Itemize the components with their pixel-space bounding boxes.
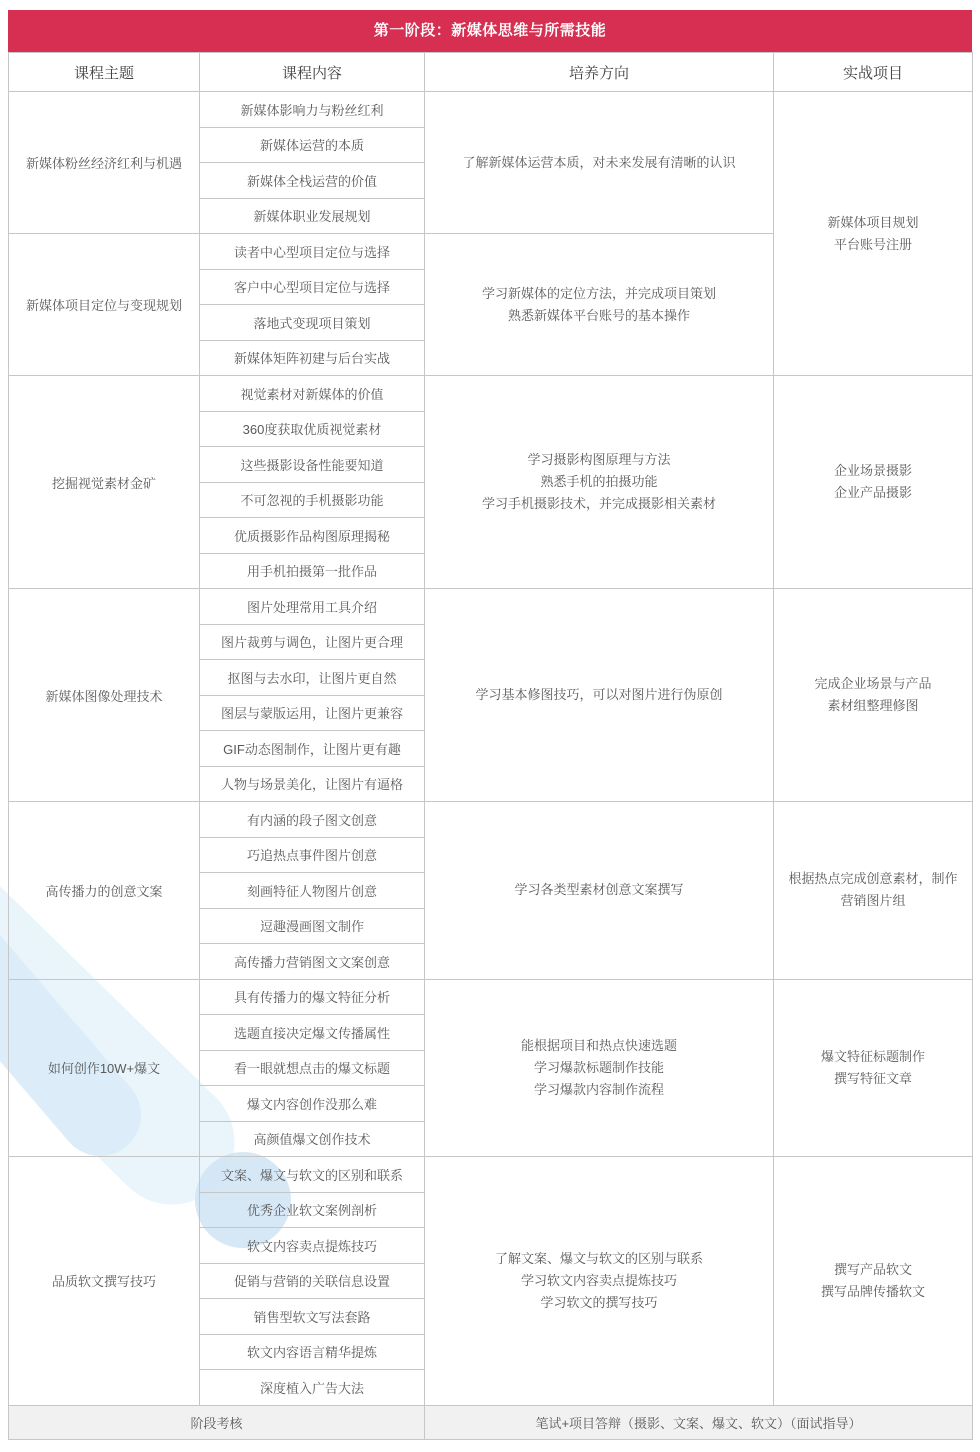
content-cell bbox=[200, 1157, 425, 1193]
content-cell bbox=[200, 163, 425, 199]
text-line: 新媒体项目定位与变现规划 bbox=[25, 298, 182, 313]
content-cell bbox=[200, 837, 425, 873]
content-cell bbox=[200, 1015, 425, 1051]
content-cell bbox=[200, 198, 425, 234]
text-line: 软文内容语言精华提炼 bbox=[246, 1345, 377, 1361]
project-cell bbox=[774, 589, 973, 802]
text-line: 高颜值爆文创作技术 bbox=[253, 1132, 371, 1148]
content-cell bbox=[200, 1086, 425, 1122]
text-line: 新媒体影响力与粉丝红利 bbox=[240, 102, 384, 118]
content-cell bbox=[200, 731, 425, 767]
direction-cell bbox=[425, 92, 774, 234]
text-line: 深度植入广告大法 bbox=[259, 1380, 364, 1396]
text-line: 学习基本修图技巧，可以对图片进行伪原创 bbox=[475, 687, 723, 702]
text-line: 读者中心型项目定位与选择 bbox=[233, 244, 390, 260]
text-line: 优秀企业软文案例剖析 bbox=[246, 1203, 377, 1219]
text-line: 挖掘视觉素材金矿 bbox=[51, 475, 156, 491]
text-line: 文案、爆文与软文的区别和联系 bbox=[220, 1167, 403, 1183]
text-line: 高传播力营销图文文案创意 bbox=[233, 954, 390, 970]
text-line: 学习摄影构图原理与方法 bbox=[527, 452, 671, 467]
text-line: 学习软文的撰写技巧 bbox=[540, 1294, 658, 1310]
content-cell bbox=[200, 1192, 425, 1228]
text-line: 促销与营销的关联信息设置 bbox=[233, 1274, 390, 1290]
project-cell bbox=[774, 979, 973, 1157]
content-cell bbox=[200, 305, 425, 341]
content-cell bbox=[200, 411, 425, 447]
column-header-project: 实战项目 bbox=[774, 53, 973, 92]
text-line: 选题直接决定爆文传播属性 bbox=[233, 1025, 390, 1041]
column-header-direction: 培养方向 bbox=[425, 53, 774, 92]
stage-title-bar bbox=[8, 10, 972, 52]
content-cell bbox=[200, 92, 425, 128]
text-line: 企业产品摄影 bbox=[833, 485, 912, 500]
text-line: 熟悉手机的拍摄功能 bbox=[540, 474, 658, 489]
project-cell bbox=[774, 92, 973, 376]
text-line: 熟悉新媒体平台账号的基本操作 bbox=[507, 307, 690, 323]
topic-cell bbox=[9, 376, 200, 589]
text-line: 刻画特征人物图片创意 bbox=[246, 883, 377, 899]
project-cell bbox=[774, 376, 973, 589]
text-line: 新媒体项目规划 bbox=[827, 214, 919, 230]
text-line: 学习新媒体的定位方法，并完成项目策划 bbox=[481, 285, 716, 301]
direction-cell bbox=[425, 979, 774, 1157]
text-line: 新媒体矩阵初建与后台实战 bbox=[233, 351, 390, 367]
content-cell bbox=[200, 802, 425, 838]
content-cell bbox=[200, 766, 425, 802]
content-cell bbox=[200, 482, 425, 518]
content-cell bbox=[200, 908, 425, 944]
text-line: 销售型软文写法套路 bbox=[253, 1309, 371, 1325]
content-cell bbox=[200, 1263, 425, 1299]
text-line: 根据热点完成创意素材，制作 bbox=[788, 871, 958, 887]
content-cell bbox=[200, 1299, 425, 1335]
content-cell bbox=[200, 873, 425, 909]
topic-cell bbox=[9, 234, 200, 376]
text-line: 新媒体粉丝经济红利与机遇 bbox=[25, 156, 182, 171]
text-line: 具有传播力的爆文特征分析 bbox=[233, 990, 390, 1006]
text-line: 能根据项目和热点快速选题 bbox=[520, 1037, 677, 1053]
table-row bbox=[9, 376, 973, 412]
text-line: 学习手机摄影技术，并完成摄影相关素材 bbox=[481, 496, 716, 511]
text-line: 巧追热点事件图片创意 bbox=[246, 848, 377, 864]
text-line: 学习爆款内容制作流程 bbox=[533, 1081, 664, 1097]
text-line: 撰写品牌传播软文 bbox=[820, 1283, 925, 1299]
text-line: 爆文特征标题制作 bbox=[820, 1048, 925, 1064]
topic-cell bbox=[9, 979, 200, 1157]
project-cell bbox=[774, 1157, 973, 1406]
text-line: 用手机拍摄第一批作品 bbox=[246, 564, 377, 580]
text-line: 客户中心型项目定位与选择 bbox=[233, 280, 390, 296]
table-row bbox=[9, 92, 973, 128]
topic-cell bbox=[9, 802, 200, 980]
content-cell bbox=[200, 1370, 425, 1406]
text-line: 企业场景摄影 bbox=[833, 463, 912, 478]
text-line: 新媒体运营的本质 bbox=[259, 138, 364, 154]
text-line: 高传播力的创意文案 bbox=[45, 883, 163, 899]
direction-cell bbox=[425, 376, 774, 589]
text-line: 素材组整理修图 bbox=[827, 698, 919, 713]
curriculum-sheet bbox=[8, 10, 972, 1440]
content-cell bbox=[200, 447, 425, 483]
text-line: 人物与场景美化，让图片有逼格 bbox=[220, 777, 403, 793]
content-cell bbox=[200, 1334, 425, 1370]
text-line: 爆文内容创作没那么难 bbox=[246, 1096, 377, 1112]
text-line: 新媒体图像处理技术 bbox=[45, 688, 163, 704]
content-cell bbox=[200, 340, 425, 376]
stage-assessment-detail: 笔试+项目答辩（摄影、文案、爆文、软文）（面试指导） bbox=[425, 1405, 973, 1439]
text-line: 完成企业场景与产品 bbox=[814, 676, 932, 691]
text-line: 了解文案、爆文与软文的区别与联系 bbox=[494, 1250, 703, 1266]
text-line: 撰写特征文章 bbox=[833, 1070, 912, 1086]
text-line: 学习爆款标题制作技能 bbox=[533, 1059, 664, 1075]
content-cell bbox=[200, 944, 425, 980]
content-cell bbox=[200, 695, 425, 731]
text-line: GIF动态图制作，让图片更有趣 bbox=[223, 741, 401, 757]
content-cell bbox=[200, 234, 425, 270]
direction-cell bbox=[425, 589, 774, 802]
text-line: 抠图与去水印，让图片更自然 bbox=[227, 670, 397, 686]
table-row bbox=[9, 979, 973, 1015]
content-cell bbox=[200, 376, 425, 412]
topic-cell bbox=[9, 589, 200, 802]
text-line: 图片裁剪与调色，让图片更合理 bbox=[220, 635, 403, 651]
text-line: 看一眼就想点击的爆文标题 bbox=[233, 1061, 390, 1077]
content-cell bbox=[200, 127, 425, 163]
text-line: 如何创作10W+爆文 bbox=[47, 1061, 161, 1077]
project-cell bbox=[774, 802, 973, 980]
text-line: 软文内容卖点提炼技巧 bbox=[246, 1238, 377, 1254]
text-line: 优质摄影作品构图原理揭秘 bbox=[233, 528, 390, 544]
curriculum-table bbox=[8, 52, 973, 1440]
direction-cell bbox=[425, 802, 774, 980]
text-line: 了解新媒体运营本质，对未来发展有清晰的认识 bbox=[462, 154, 736, 170]
content-cell bbox=[200, 553, 425, 589]
table-row bbox=[9, 589, 973, 625]
text-line: 撰写产品软文 bbox=[833, 1261, 912, 1277]
table-row bbox=[9, 1157, 973, 1193]
topic-cell bbox=[9, 92, 200, 234]
text-line: 营销图片组 bbox=[840, 893, 906, 909]
text-line: 图层与蒙版运用，让图片更兼容 bbox=[220, 706, 403, 722]
text-line: 图片处理常用工具介绍 bbox=[246, 599, 377, 615]
text-line: 落地式变现项目策划 bbox=[253, 315, 371, 331]
content-cell bbox=[200, 624, 425, 660]
column-header-topic: 课程主题 bbox=[9, 53, 200, 92]
stage-assessment-label: 阶段考核 bbox=[9, 1405, 425, 1439]
content-cell bbox=[200, 518, 425, 554]
direction-cell bbox=[425, 234, 774, 376]
topic-cell bbox=[9, 1157, 200, 1406]
text-line: 新媒体职业发展规划 bbox=[253, 209, 371, 225]
curriculum-footer bbox=[9, 1405, 973, 1439]
content-cell bbox=[200, 1050, 425, 1086]
stage-assessment-row bbox=[9, 1405, 973, 1439]
text-line: 这些摄影设备性能要知道 bbox=[240, 457, 384, 473]
text-line: 不可忽视的手机摄影功能 bbox=[240, 493, 384, 509]
content-cell bbox=[200, 979, 425, 1015]
column-header-row bbox=[9, 53, 973, 92]
content-cell bbox=[200, 269, 425, 305]
curriculum-body bbox=[9, 92, 973, 1406]
text-line: 360度获取优质视觉素材 bbox=[242, 422, 382, 438]
text-line: 视觉素材对新媒体的价值 bbox=[240, 386, 384, 402]
text-line: 学习各类型素材创意文案撰写 bbox=[514, 882, 684, 898]
content-cell bbox=[200, 589, 425, 625]
stage-title: 第一阶段：新媒体思维与所需技能 bbox=[373, 22, 607, 39]
column-header-content: 课程内容 bbox=[200, 53, 425, 92]
direction-cell bbox=[425, 1157, 774, 1406]
text-line: 学习软文内容卖点提炼技巧 bbox=[520, 1272, 677, 1288]
content-cell bbox=[200, 1121, 425, 1157]
content-cell bbox=[200, 660, 425, 696]
text-line: 有内涵的段子图文创意 bbox=[246, 812, 377, 828]
text-line: 逗趣漫画图文制作 bbox=[259, 919, 364, 935]
content-cell bbox=[200, 1228, 425, 1264]
text-line: 品质软文撰写技巧 bbox=[51, 1274, 156, 1290]
text-line: 新媒体全栈运营的价值 bbox=[246, 173, 377, 189]
text-line: 平台账号注册 bbox=[833, 236, 912, 252]
table-row bbox=[9, 802, 973, 838]
